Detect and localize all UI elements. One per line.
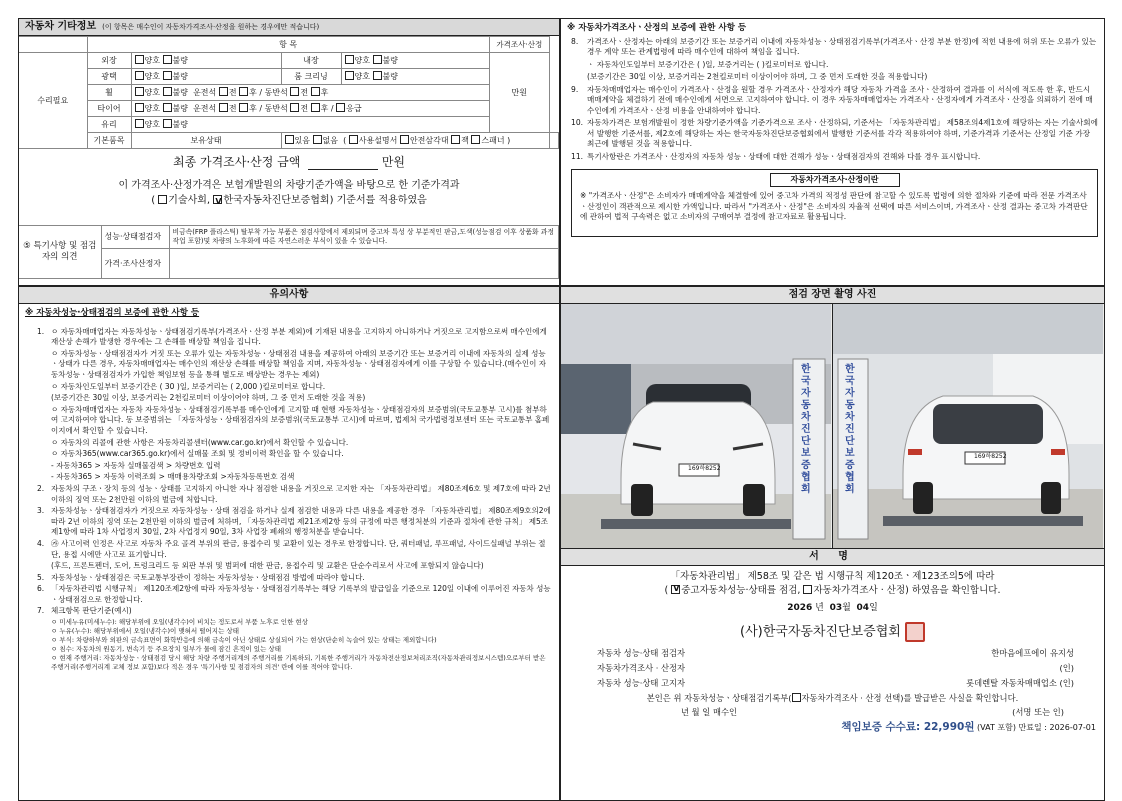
photo-signature-section [560,286,1105,801]
plate-number: 169하8252 [974,453,1007,460]
row-tire: 타이어 [87,101,131,117]
notice-item [37,472,551,483]
price-select-checkbox[interactable] [792,693,801,702]
item-text: - 자동차365 > 자동차 이력조회 > 매매용차량조회 >자동차등록번호 검색 [51,472,295,482]
item-text: 자동차매매업자는 매수인이 가격조사ㆍ산정을 원할 경우 가격조사ㆍ산정자가 해당 자동차 가격을 조사ㆍ산정하여 결과를 이 서식에 적도록 한 후, 반드시 매매계약을 체결하기 전에 매수인에게 서면으로 고지하여야 합니다. 이 경우 자동차매매업자는 가격조사ㆍ산정자에게 가격조사ㆍ산정을 의뢰하기 전에 매수인에게 가격조사ㆍ산정 비용을 안내하여야 합니다. [587,84,1093,115]
item-number: 10. [571,118,584,128]
signer-name: 한마음에프에이 유지성 [991,648,1074,658]
basic-items-label: 기본품목 [87,133,131,149]
signer-role: 자동차가격조사 · 산정자 [597,663,686,673]
signer-role: 자동차 성능·상태 점검자 [597,648,686,658]
item-text: 특기사항란은 가격조사ㆍ산정자의 자동차 성능ㆍ상태에 대한 견해가 성능ㆍ상태점검자의 견해와 다를 경우 표시합니다. [587,151,981,161]
item-number [37,349,51,381]
item-number: 3. [37,506,45,516]
guarantee-item [571,152,1098,163]
item-number [37,393,51,404]
criteria-item: ㅇ 누유(누수): 해당부위에서 오일(냉각수)이 맺혀서 떨어지는 상태 [51,627,239,636]
row-interior: 내장 [281,53,341,69]
special-notes-table [19,225,559,279]
repair-table [19,36,559,149]
item-text: 자동차가격은 보험개발원이 정한 차량기준가액을 기준가격으로 조사ㆍ산정하되, 기준서는 「자동차관리법」 제58조의4제1호에 해당하는 자는 기술사회에서 발행한 기준서를, 제2호에 해당하는 자는 한국자동차진단보증협회에서 발행한 기준서를 각각 적용하여야 하며, 기준가격과 기준서는 산정일 기준 가장 최근에 발행된 것을 적용합니다. [587,118,1098,149]
item-number [37,438,51,449]
item-text: (보증기간은 30일 이상, 보증거리는 2천킬로미터 이상이어야 하며, 그 중 먼저 도래한 것을 적용합니다) [587,72,928,82]
item-text: - 자동차365 > 자동차 실매물검색 > 차량번호 입력 [51,460,221,470]
item-text: (후드, 프론트펜더, 도어, 트렁크리드 등 외판 부위 및 범퍼에 대한 판금, 용접수리 및 교환은 단순수리로서 사고에 포함되지 않습니다) [51,561,484,571]
gloss-options[interactable]: 양호 불량 [131,69,281,85]
association-seal [905,622,925,642]
guarantee-fee: 책임보증 수수료: 22,990원 (VAT 포함) 만료일 : 2026-07-01 [841,720,1096,733]
rear-car-photo [832,304,1104,548]
tire-options[interactable]: 양호 불량 운전석 전 후 / 동반석 전 후 / 응급 [131,101,489,117]
criteria-item: ㅇ 부식: 차량하부와 외판의 금속표면이 화학반응에 의해 금속이 아닌 상태로 상실되어 가는 현상(단순히 녹슬어 있는 상태는 제외합니다) [51,636,437,645]
definition-label: 자동차가격조사·산정이란 [770,173,900,187]
notice-item [37,449,551,460]
item-text: ㉮ 사고이력 인정은 사고로 자동차 주요 골격 부위의 판금, 용접수리 및 교환이 있는 경우로 한정합니다. 단, 쿼터패널, 루프패널, 사이드실패널 부위는 절단, 용접 시에만 사고로 표기합니다. [51,538,546,559]
banner-text: 한국자동차진단보증협회 [801,364,811,495]
price-guarantee-section [560,18,1105,286]
inspection-form [18,18,1105,801]
performance-checkbox[interactable] [671,585,680,594]
item-number [37,382,51,393]
notice-item [37,349,551,381]
signer-name: 롯데렌탈 자동차매매업소 (인) [966,678,1074,688]
item-number: 6. [37,584,45,594]
item-number [37,472,51,483]
notice-list [19,323,559,672]
col-price: 가격조사·산정 [489,37,549,53]
inspector-label: 성능·상태점검자 [101,226,169,249]
price-unit: 만원 [489,53,549,133]
final-price-input[interactable] [308,156,378,170]
signer-role: 자동차 성능·상태 고지자 [597,678,686,688]
item-number [37,561,51,572]
item-number: 11. [571,151,584,161]
item-number [37,449,51,460]
item-text: 「자동차관리법 시행규칙」 제120조제2항에 따라 자동차성능ㆍ상태점검기록부는 해당 기록부의 발급일을 기준으로 120일 이내에 이루어진 자동차 성능ㆍ상태점검으로 한정합니다. [51,584,551,604]
notice-item [37,382,551,393]
receipt-confirmation: 본인은 위 자동차성능ㆍ상태점검기록부( 자동차가격조사 · 산정 선택)를 발급받은 사실을 확인합니다. [646,693,1019,703]
row-glass: 유리 [87,117,131,133]
notice-item [37,438,551,449]
guarantee-item [571,85,1098,117]
item-text: ㅇ 자동차성능ㆍ상태점검자가 거짓 또는 오류가 있는 자동차성능ㆍ상태점검 내용을 제공하여 아래의 보증기간 또는 보증거리 이내에 자동차의 실제 성능ㆍ상태가 다른 경우, 자동차매매업자는 매수인의 재산상 손해를 배상할 책임을 지며, 자동차성능ㆍ상태점검자에게 이를 구상할 수 있습니다.(매수인이 자동차성능ㆍ상태점검자가 가입한 책임보험 등을 통해 별도로 배상받는 경우는 제외) [51,348,547,379]
inspector-opinion: 비금속(FRP 플라스틱) 탈부착 가능 부품은 점검사항에서 제외되며 중고차 특성 상 부분적인 판금,도색(성능점검 이후 상품화 과정 작업 포함)및 차량의 노후화에 따른 자연스러운 부식이 있을 수 있습니다. [169,226,559,249]
item-text: 자동차성능ㆍ상태점검은 국토교통부장관이 정하는 자동차성능ㆍ상태점검 방법에 따라야 합니다. [51,572,365,582]
price-basis: 이 가격조사·산정가격은 보험개발원의 차량기준가액을 바탕으로 한 기준가격과 ( 기술사회, V 한국자동차진단보증협회) 기준서를 적용하였음 [19,178,559,208]
final-price: 최종 가격조사·산정 금액 만원 [172,155,406,169]
buyer-sign-line: 년 월 일 매수인 (서명 또는 인) [681,707,1064,718]
signature-area [561,549,1104,642]
item-text: 체크항목 판단기준(예시) [51,606,132,616]
room-options[interactable]: 양호 불량 [341,69,489,85]
association-name: (사)한국자동차진단보증협회 [561,622,1104,642]
vehicle-other-info-section [18,18,560,286]
signer-row [597,661,1074,676]
criteria-item: ㅇ 미세누유(미세누수): 해당부위에 오일(냉각수)이 비치는 정도로서 부품 노후로 인한 현상 [51,618,308,627]
guarantee-item [571,72,1098,83]
special-notes-label: ⑤ 특기사항 및 점검자의 의견 [19,226,101,279]
row-wheel: 휠 [87,85,131,101]
notice-item [37,606,551,617]
notice-item [37,573,551,584]
signer-name: (인) [1059,663,1074,673]
criteria-item: ㅇ 침수: 자동차의 원동기, 변속기 등 주요장치 일부가 물에 잠긴 흔적이 있는 상태 [51,645,281,654]
issue-date: 2026 년 03월 04일 [787,602,878,613]
confirmation-line: ( V 중고자동차성능·상태를 점검, 자동차가격조사 · 산정) 하였음을 확인합니다. [561,585,1104,597]
item-number: 4. [37,538,45,548]
banner-text: 한국자동차진단보증협회 [845,364,855,495]
notice-item [37,584,551,605]
front-car-photo [561,304,832,548]
row-room-cleaning: 룸 크리닝 [281,69,341,85]
definition-text: ※ "가격조사ㆍ산정"은 소비자가 매매계약을 체결함에 있어 중고차 가격의 적정성 판단에 참고할 수 있도록 법령에 의한 절차와 기준에 따라 전문 가격조사ㆍ산정인이 객관적으로 제시한 가액입니다. 따라서 "가격조사ㆍ산정"은 소비자의 자율적 선택에 따른 서비스이며, 가격조사ㆍ산정 결과는 중고차 가격판단에 관하여 법적 구속력은 없고 소비자의 구매여부 결정에 참고자료로 활용됩니다. [580,191,1088,222]
item-text: ㆍ 자동차인도일부터 보증기간은 ( )일, 보증거리는 ( )킬로미터로 합니다. [587,59,829,69]
item-number: 2. [37,483,45,493]
row-exterior: 외장 [87,53,131,69]
item-number [571,72,587,83]
item-text: 자동차성능ㆍ상태점검자가 거짓으로 자동차성능ㆍ상태 점검을 하거나 실제 점검한 내용과 다른 내용을 제공한 경우 「자동차관리법」 제80조제9호의2에 따라 2년 이하의 징역 또는 2천만원 이하의 벌금에 처하며, 「자동차관리법 제21조제2항 등의 규정에 따른 행정처분의 기준과 절차에 관한 규칙」 제5조제1항에 따라 1차 사업정지 30일, 2차 사업정지 90일, 3차 사업장 폐쇄의 행정처분을 받습니다. [51,506,551,537]
row-gloss: 광택 [87,69,131,85]
price-inspector-label: 가격·조사산정자 [101,249,169,279]
signer-row [597,646,1074,661]
legal-basis: 「자동차관리법」 제58조 및 같은 법 시행규칙 제120조ㆍ제123조의5에 따라 [670,571,995,582]
notice-item [37,393,551,404]
guarantee-item [571,60,1098,71]
items-options[interactable]: 있음 없음 ( 사용설명서 안전삼각대 잭 스패너 ) [281,133,549,149]
item-text: ㅇ 자동차매매업자는 자동차 자동차성능ㆍ상태점검기록부를 매수인에게 고지할 때 현행 자동차성능ㆍ상태점검자의 보증범위(국토교통부 고시)를 첨부하여 고지하여야 합니다. 동 보증범위는 「자동차성능ㆍ상태점검자의 보증범위(국토교통부 고시)에 따르며, 법제처 국가법령정보센터 또는 국토교통부 홈페이지에서 확인할 수 있습니다. [51,404,550,435]
section-title: 자동차 기타정보 (이 항목은 매수인이 자동차가격조사·산정을 원하는 경우에만 적습니다) [19,19,559,36]
item-number: 5. [37,572,45,582]
guarantee-item [571,37,1098,58]
section-header: 유의사항 [19,287,559,304]
col-item: 항 목 [87,37,489,53]
notice-item [37,506,551,538]
guarantee-item [571,118,1098,150]
interior-options[interactable]: 양호 불량 [341,53,489,69]
item-number [37,405,51,437]
exterior-options[interactable]: 양호 불량 [131,53,281,69]
item-number: 9. [571,84,579,94]
section-subtitle: ※ 자동차성능·상태점검의 보증에 관한 사항 등 [25,308,200,318]
item-text: ㅇ 자동차365(www.car365.go.kr)에서 실매물 조회 및 정비이력 확인을 할 수 있습니다. [51,449,344,459]
item-text: ㅇ 자동차인도일부터 보증기간은 ( 30 )일, 보증거리는 ( 2,000 )킬로미터로 합니다. [51,381,326,391]
item-text: 자동차의 구조ㆍ장치 등의 성능ㆍ상태를 고지하지 아니한 자나 점검한 내용을 거짓으로 고지한 자는 「자동차관리법」 제80조제6호 및 제7호에 따라 2년 이하의 징역 또는 2천만원 이하의 벌금에 처합니다. [51,483,551,504]
notices-section [18,286,560,801]
price-checkbox[interactable] [803,585,812,594]
criteria-item: ㅇ 현재 주행거리: 자동차성능ㆍ상태점검 당시 해당 차량 주행거리계의 주행거리를 기록하되, 기록한 주행거리가 자동차전산정보처리조직(자동차관리정보시스템)으로부터 받은 주행거리(주행거리계 교체 정보 포함)보다 적은 경우 '특기사항 및 점검자의 의견' 란에 이를 적어야 합니다. [51,654,546,672]
price-inspector-opinion[interactable] [169,249,559,279]
signature-header: 서 명 [561,549,1104,566]
tech-society-checkbox[interactable] [158,195,167,204]
notice-item [37,561,551,572]
item-text: (보증기간은 30일 이상, 보증거리는 2천킬로미터 이상이어야 하며, 그 중 먼저 도래한 것을 적용) [51,393,366,403]
item-number: 7. [37,606,45,616]
row-items: 보유상태 [131,133,281,149]
item-number [37,461,51,472]
item-text: ㅇ 자동차매매업자는 자동차성능ㆍ상태점검기록부(가격조사ㆍ산정 부분 제외)에 기재된 내용을 고지하지 아니하거나 거짓으로 고지함으로써 매수인에게 재산상 손해가 발생한 경우에는 그 손해를 배상할 책임을 집니다. [51,326,547,347]
item-number: 1. [37,326,45,336]
section-header: 점검 장면 촬영 사진 [561,287,1104,304]
item-text: ㅇ 자동차의 리콜에 관한 사항은 자동차리콜센터(www.car.go.kr)에서 확인할 수 있습니다. [51,437,349,447]
notice-item [37,539,551,560]
notice-item [37,405,551,437]
notice-item [37,484,551,505]
signer-list [561,642,1104,691]
glass-options[interactable]: 양호 불량 [131,117,489,133]
wheel-options[interactable]: 양호 불량 운전석 전 후 / 동반석 전 후 [131,85,489,101]
signer-row [597,676,1074,691]
item-number: 8. [571,36,579,46]
plate-number: 169하8252 [688,465,721,472]
notice-item [37,327,551,348]
guarantee-list [571,37,1098,163]
item-number [571,60,587,71]
definition-box [571,169,1098,237]
section-title: ※ 자동차가격조사ㆍ산정의 보증에 관한 사항 등 [567,23,747,33]
notice-item [37,461,551,472]
repair-label: 수리필요 [19,53,87,149]
item-text: 가격조사ㆍ산정자는 아래의 보증기간 또는 보증거리 이내에 자동차성능ㆍ상태점검기록부(가격조사ㆍ산정 부분 한정)에 적힌 내용에 허위 또는 오류가 있는 경우 계약 또는 관계법령에 따라 매수인에 대하여 책임을 집니다. [587,36,1097,57]
kada-checkbox[interactable] [213,195,222,204]
